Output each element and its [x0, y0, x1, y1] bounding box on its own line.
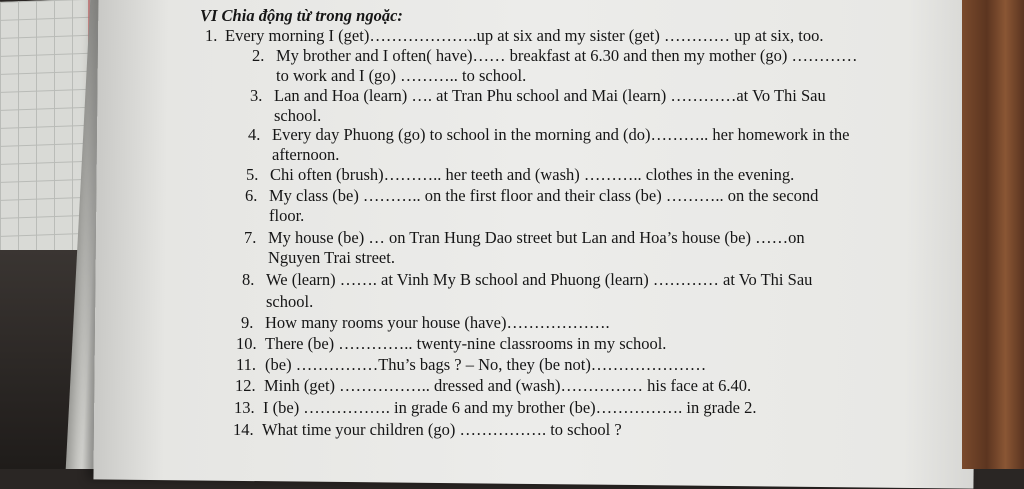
item-line: to work and I (go) ……….. to school. — [276, 66, 527, 85]
item-line: We (learn) ……. at Vinh My B school and Phuong (learn) ………… at Vo Thi Sau — [266, 270, 813, 289]
item-line: My brother and I often( have)…… breakfast at 6.30 and then my mother (go) ………… — [276, 46, 858, 65]
item-line: afternoon. — [272, 145, 340, 164]
item-line: I (be) ……………. in grade 6 and my brother (be)……………. in grade 2. — [263, 398, 757, 417]
item-number: 1. — [205, 26, 218, 45]
desk-surface-right — [962, 0, 1024, 469]
item-line: Every morning I (get)………………..up at six and my sister (get) ………… up at six, too. — [225, 26, 824, 45]
item-line: school. — [274, 106, 322, 125]
item-line: Nguyen Trai street. — [268, 248, 395, 267]
item-line: school. — [266, 292, 314, 311]
item-number: 5. — [246, 165, 259, 184]
item-line: floor. — [269, 206, 305, 225]
item-number: 8. — [242, 270, 255, 289]
item-number: 13. — [234, 398, 255, 417]
item-line: (be) ……………Thu’s bags ? – No, they (be not)………………… — [265, 355, 707, 374]
item-number: 6. — [245, 186, 258, 205]
item-number: 11. — [236, 355, 257, 374]
item-number: 14. — [233, 420, 254, 439]
item-line: What time your children (go) ……………. to school ? — [262, 420, 622, 439]
item-line: My house (be) … on Tran Hung Dao street but Lan and Hoa’s house (be) ……on — [268, 228, 805, 247]
exercise-title: VI Chia động từ trong ngoặc: — [200, 6, 403, 25]
item-number: 12. — [235, 376, 256, 395]
item-number: 10. — [236, 334, 257, 353]
item-line: Every day Phuong (go) to school in the morning and (do)……….. her homework in the — [272, 125, 850, 144]
item-line: There (be) ………….. twenty-nine classrooms in my school. — [265, 334, 667, 353]
item-number: 7. — [244, 228, 257, 247]
item-line: Chi often (brush)……….. her teeth and (wash) ……….. clothes in the evening. — [270, 165, 795, 184]
item-line: Lan and Hoa (learn) …. at Tran Phu school and Mai (learn) …………at Vo Thi Sau — [274, 86, 826, 105]
item-number: 3. — [250, 86, 263, 105]
item-line: Minh (get) …………….. dressed and (wash)…………… his face at 6.40. — [264, 376, 752, 395]
item-line: My class (be) ……….. on the first floor and their class (be) ……….. on the second — [269, 186, 819, 205]
item-number: 9. — [241, 313, 254, 332]
item-line: How many rooms your house (have)………………. — [265, 313, 610, 332]
item-number: 4. — [248, 125, 261, 144]
item-number: 2. — [252, 46, 265, 65]
